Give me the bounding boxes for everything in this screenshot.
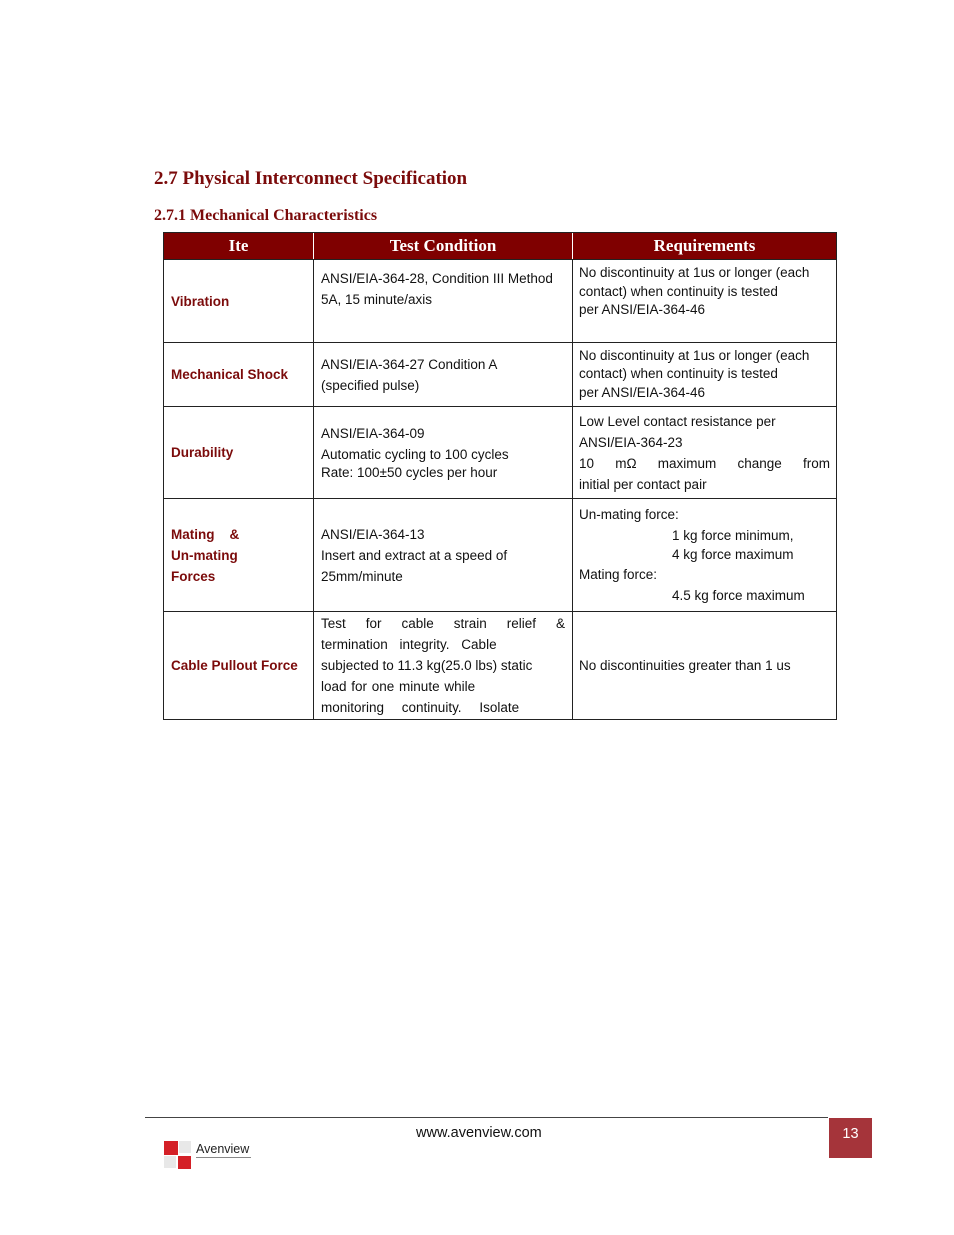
condition-line: ANSI/EIA-364-28, Condition III Method <box>321 271 553 286</box>
table-row <box>164 498 836 611</box>
requirement-line: per ANSI/EIA-364-46 <box>579 384 706 400</box>
condition-cell <box>314 499 573 611</box>
requirement-line: Low Level contact resistance per <box>579 413 776 429</box>
condition-line: 25mm/minute <box>321 568 403 584</box>
condition-line: ANSI/EIA-364-09 <box>321 425 425 441</box>
requirement-line: per ANSI/EIA-364-46 <box>579 302 706 317</box>
condition-line: Test for cable strain relief & <box>321 616 565 631</box>
requirement-line: No discontinuity at 1us or longer (each <box>579 265 810 280</box>
condition-cell <box>314 343 573 406</box>
item-durability: Durability <box>164 407 314 498</box>
requirement-line: ANSI/EIA-364-23 <box>579 434 683 450</box>
condition-line: Automatic cycling to 100 cycles <box>321 446 509 462</box>
condition-line: 5A, 15 minute/axis <box>321 292 433 307</box>
item-mating-forces <box>164 499 314 611</box>
requirement-line: No discontinuities greater than 1 us <box>579 658 791 673</box>
logo-squares-icon <box>162 1138 196 1178</box>
logo-underline <box>196 1157 251 1158</box>
requirement-line: contact) when continuity is tested <box>579 283 778 299</box>
requirement-line: Mating force: <box>579 567 658 583</box>
requirement-line: 1 kg force minimum, <box>672 527 794 543</box>
page-number-badge: 13 <box>829 1118 872 1158</box>
mechanical-characteristics-table <box>163 232 837 720</box>
header-requirements: Requirements <box>653 236 756 255</box>
logo-wordmark: Avenview <box>196 1142 250 1156</box>
item-vibration: Vibration <box>164 260 314 342</box>
footer-url: www.avenview.com <box>416 1125 542 1141</box>
condition-line: (specified pulse) <box>321 377 420 393</box>
requirement-cell <box>573 343 836 406</box>
requirement-cell <box>573 612 836 719</box>
requirement-cell <box>573 260 836 342</box>
table-row <box>164 406 836 498</box>
header-item: Ite <box>164 233 314 259</box>
condition-line: subjected to 11.3 kg(25.0 lbs) static <box>321 658 533 673</box>
header-test-condition: Test Condition <box>314 233 573 259</box>
condition-cell <box>314 260 573 342</box>
condition-line: ANSI/EIA-364-13 <box>321 526 425 542</box>
footer-divider <box>145 1117 828 1118</box>
condition-line: load for one minute while <box>321 679 476 694</box>
condition-line: termination integrity. Cable <box>321 637 497 652</box>
requirement-line: 4 kg force maximum <box>672 546 794 562</box>
section-subtitle: 2.7.1 Mechanical Characteristics <box>154 207 378 224</box>
condition-line: ANSI/EIA-364-27 Condition A <box>321 356 498 372</box>
table-row <box>164 342 836 406</box>
requirement-line: contact) when continuity is tested <box>579 366 778 382</box>
condition-line: Insert and extract at a speed of <box>321 547 508 563</box>
condition-line: Rate: 100±50 cycles per hour <box>321 465 498 480</box>
requirement-line: Un-mating force: <box>579 506 679 522</box>
table-header-row <box>164 233 836 259</box>
requirement-line: initial per contact pair <box>579 476 707 492</box>
condition-line: monitoring continuity. Isolate <box>321 700 520 715</box>
requirement-cell <box>573 499 836 611</box>
condition-cell <box>314 407 573 498</box>
item-cable-pullout-force: Cable Pullout Force <box>164 612 314 719</box>
requirement-cell <box>573 407 836 498</box>
item-mechanical-shock: Mechanical Shock <box>164 343 314 406</box>
table-row <box>164 259 836 342</box>
requirement-line: 10 mΩ maximum change from <box>579 455 830 471</box>
section-title: 2.7 Physical Interconnect Specification <box>154 168 468 189</box>
condition-cell <box>314 612 573 719</box>
requirement-line: 4.5 kg force maximum <box>672 588 805 604</box>
avenview-logo <box>162 1138 262 1178</box>
item-line: Mating & <box>171 526 240 542</box>
requirement-line: No discontinuity at 1us or longer (each <box>579 347 810 363</box>
table-row <box>164 611 836 719</box>
item-line: Un-mating <box>171 547 238 563</box>
item-line: Forces <box>171 568 216 584</box>
